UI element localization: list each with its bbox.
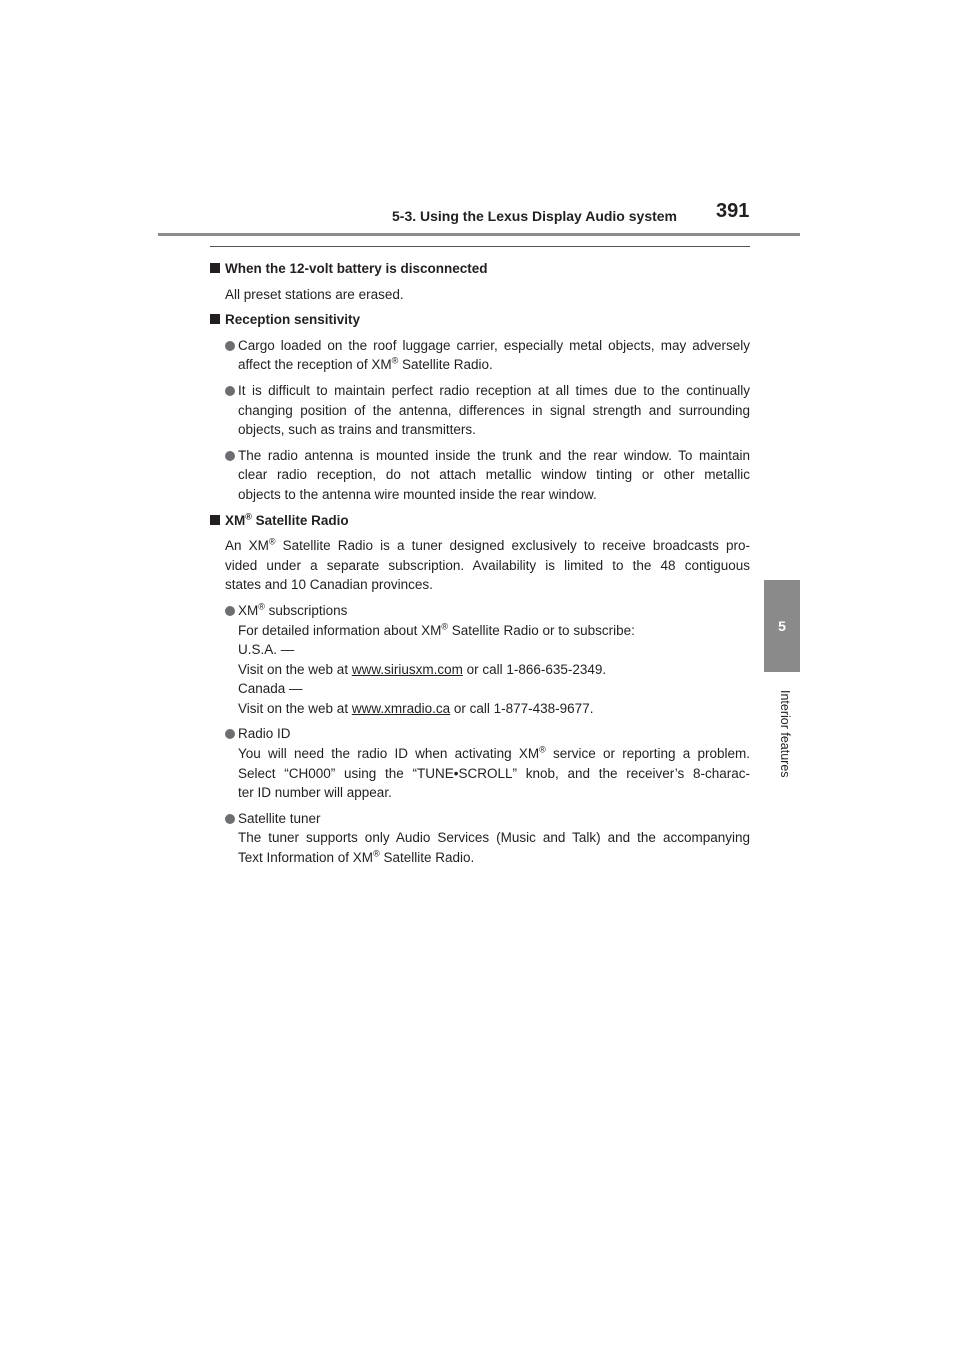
chapter-tab-number: 5 (778, 618, 786, 634)
page-number: 391 (716, 200, 750, 222)
square-bullet-icon (210, 515, 220, 525)
round-bullet-icon (225, 386, 235, 396)
section-heading-xm: XM® Satellite Radio (210, 511, 750, 531)
square-bullet-icon (210, 314, 220, 324)
list-item-cargo: Cargo loaded on the roof luggage carrier, especially metal objects, may adversely affect the reception of XM® Satellite Radio. (225, 336, 750, 375)
section-heading-battery: When the 12-volt battery is disconnected (210, 259, 750, 279)
round-bullet-icon (225, 814, 235, 824)
list-item-antenna: The radio antenna is mounted inside the trunk and the rear window. To maintain clear radio reception, do not attach metallic window tinting or other metallic objects to the antenna wire mounted inside the rear window. (225, 446, 750, 505)
header-rule (158, 233, 800, 236)
list-item-radio-id: Radio ID You will need the radio ID when activating XM® service or reporting a problem. Select “CH000” using the “TUNE•SCROLL” knob, and the receiver’s 8-charac- ter ID number will appear. (225, 724, 750, 802)
chapter-tab-label: Interior features (778, 690, 792, 778)
round-bullet-icon (225, 451, 235, 461)
list-item-satellite-tuner: Satellite tuner The tuner supports only Audio Services (Music and Talk) and the accompanying Text Information of XM® Satellite Radio. (225, 809, 750, 868)
xmradio-link[interactable]: www.xmradio.ca (351, 700, 451, 716)
round-bullet-icon (225, 606, 235, 616)
section-header-title: 5-3. Using the Lexus Display Audio system (392, 208, 678, 224)
round-bullet-icon (225, 341, 235, 351)
page-content (210, 259, 750, 874)
battery-body: All preset stations are erased. (225, 286, 404, 302)
chapter-tab[interactable] (764, 580, 800, 672)
list-item-reception-difficulty: It is difficult to maintain perfect radio reception at all times due to the continually changing position of the antenna, differences in signal strength and surrounding objects, such as trains and transmitters. (225, 381, 750, 440)
list-item-subscriptions: XM® subscriptions For detailed information about XM® Satellite Radio or to subscribe: U.S.A. — Visit on the web at www.siriusxm.com or call 1-866-635-2349. Canada — Visit on the web at www.xmradio.ca or call 1-877-438-9677. (225, 601, 750, 719)
section-heading-reception: Reception sensitivity (210, 310, 750, 330)
xm-intro: An XM® Satellite Radio is a tuner designed exclusively to receive broadcasts pro- vided under a separate subscription. Availability is limited to the 48 contiguous states and 10 Canadian provinces. (225, 536, 751, 593)
content-rule (210, 246, 750, 247)
siriusxm-link[interactable]: www.siriusxm.com (351, 661, 463, 677)
round-bullet-icon (225, 729, 235, 739)
square-bullet-icon (210, 263, 220, 273)
